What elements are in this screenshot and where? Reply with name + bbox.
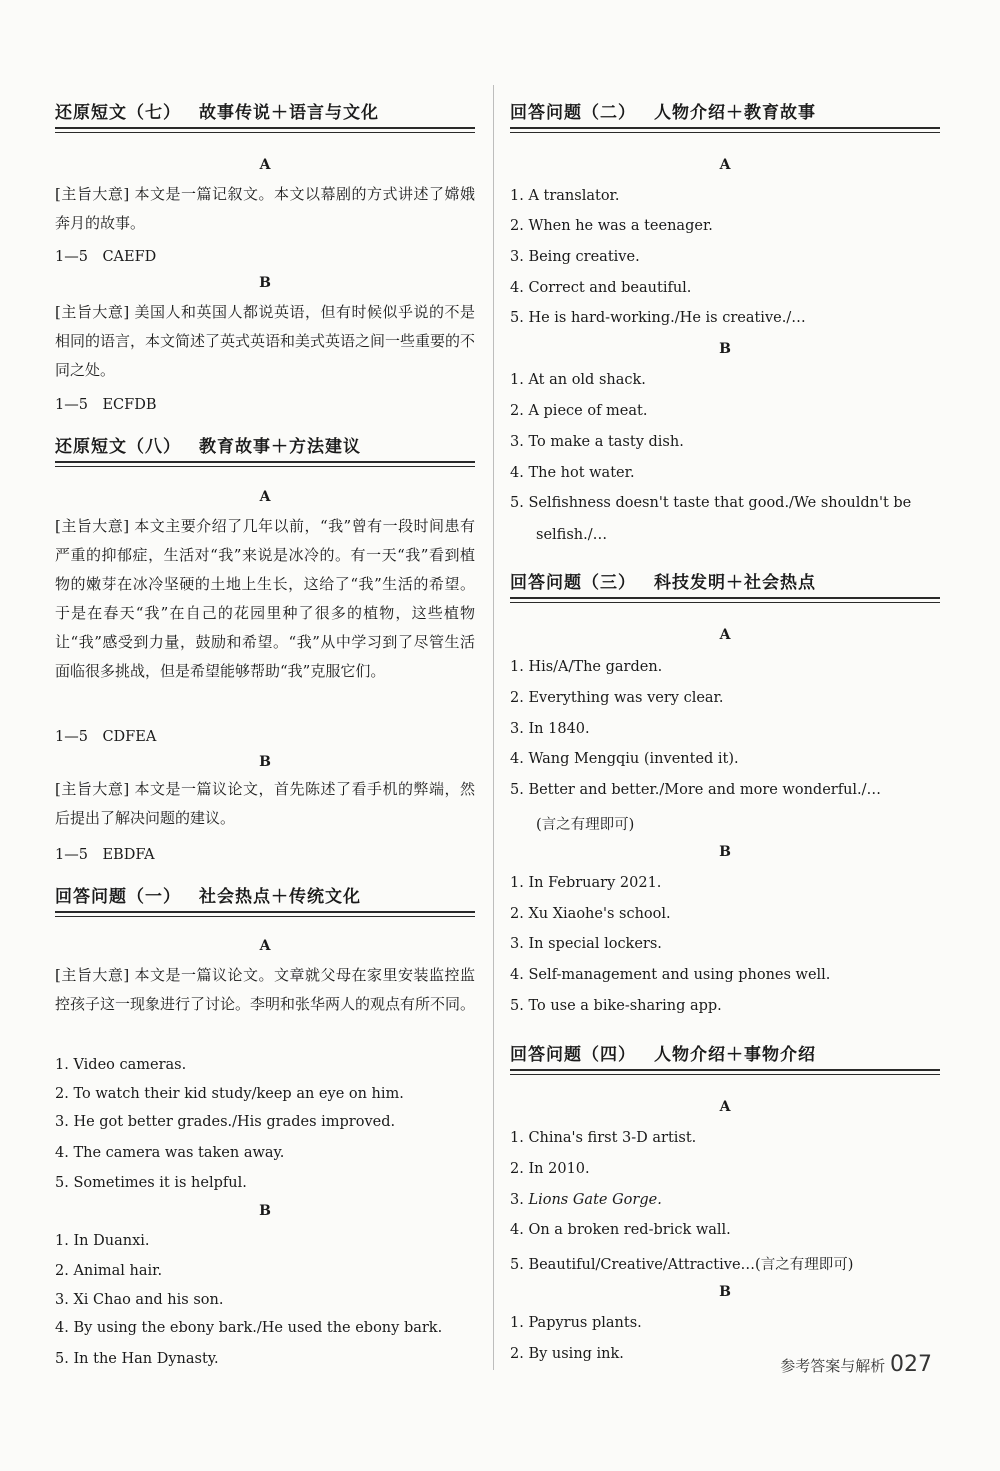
answer-line: 2. Xu Xiaohe's school. [510,906,671,922]
section-title: 还原短文（七） [55,103,181,123]
section-topic: 社会热点＋传统文化 [199,887,361,907]
answer-line: 1—5 CAEFD [55,249,157,265]
answer-line: 1—5 EBDFA [55,847,155,863]
section-heading [55,432,475,463]
section-heading [510,98,940,129]
passage-label: B [259,1203,271,1219]
section-title: 回答问题（二） [510,103,636,123]
answer-line: 2. A piece of meat. [510,403,648,419]
answer-line: 1. A translator. [510,188,620,204]
passage-label: B [719,844,731,860]
section-topic: 人物介绍＋教育故事 [654,103,816,123]
answer-line: 1. Video cameras. [55,1057,187,1073]
answer-line [510,1192,940,1208]
answer-line: 3. Being creative. [510,249,640,265]
answer-line: 5. Selfishness doesn't taste that good./We shouldn't be [510,495,912,511]
answer-line: 3. He got better grades./His grades improved. [55,1114,396,1130]
answer-line: (言之有理即可) [536,817,635,833]
answer-line: 2. By using ink. [510,1346,624,1362]
answer-line: 4. Wang Mengqiu (invented it). [510,751,739,767]
answer-line: 5. Beautiful/Creative/Attractive…(言之有理即可) [510,1257,854,1273]
summary-paragraph: [主旨大意] 本文是一篇议论文，首先陈述了看手机的弊端，然后提出了解决问题的建议。 [55,780,475,827]
answer-line: 1. His/A/The garden. [510,659,663,675]
answer-line: 1—5 ECFDB [55,397,157,413]
passage-label: A [719,157,731,173]
section-title: 回答问题（四） [510,1045,636,1065]
column-divider [493,85,494,1370]
section-heading [55,98,475,129]
answer-line: 4. The hot water. [510,465,635,481]
page-number: 027 [890,1352,932,1377]
answer-line: 2. Everything was very clear. [510,690,724,706]
answer-italic-title: Lions Gate Gorge. [528,1192,662,1208]
passage-label: A [719,627,731,643]
section-heading [55,882,475,913]
summary-paragraph: [主旨大意] 本文主要介绍了几年以前，“我”曾有一段时间患有严重的抑郁症，生活对“我”来说是冰冷的。有一天“我”看到植物的嫩芽在冰冷坚硬的土地上生长，这给了“我”生活的希望。于是在春天“我”在自己的花园里种了很多的植物，这些植物让“我”感受到力量，鼓励和希望。“我”从中学习到了尽管生活面临很多挑战，但是希望能够帮助“我”克服它们。 [55,517,475,680]
series-label: 参考答案与解析 [780,1357,886,1375]
answer-line: 1. In February 2021. [510,875,662,891]
passage-label: B [719,341,731,357]
summary-paragraph: [主旨大意] 本文是一篇议论文。文章就父母在家里安装监控监控孩子这一现象进行了讨论。李明和张华两人的观点有所不同。 [55,966,476,1013]
section-title: 还原短文（八） [55,437,181,457]
answer-line: 2. Animal hair. [55,1263,163,1279]
answer-line: 3. Xi Chao and his son. [55,1292,224,1308]
section-heading [510,1040,940,1071]
page-footer [780,1352,932,1377]
passage-label: B [259,275,271,291]
answer-line: 3. To make a tasty dish. [510,434,684,450]
passage-label: B [719,1284,731,1300]
answer-line: 4. On a broken red-brick wall. [510,1222,731,1238]
answer-line: 2. When he was a teenager. [510,218,713,234]
answer-number: 3. [510,1192,529,1208]
answer-line: 3. In 1840. [510,721,590,737]
answer-line: 1—5 CDFEA [55,729,157,745]
section-title: 回答问题（三） [510,573,636,593]
answer-line: 5. Sometimes it is helpful. [55,1175,247,1191]
passage-label: A [719,1099,731,1115]
summary-paragraph: [主旨大意] 本文是一篇记叙文。本文以幕剧的方式讲述了嫦娥奔月的故事。 [55,185,475,232]
answer-line: 4. Self-management and using phones well. [510,967,831,983]
answer-line: 1. Papyrus plants. [510,1315,642,1331]
answer-line: 5. To use a bike-sharing app. [510,998,722,1014]
section-topic: 教育故事＋方法建议 [199,437,361,457]
passage-label: A [259,157,271,173]
section-topic: 科技发明＋社会热点 [654,573,816,593]
passage-label: B [259,754,271,770]
summary-paragraph: [主旨大意] 美国人和英国人都说英语，但有时候似乎说的不是相同的语言，本文简述了英式英语和美式英语之间一些重要的不同之处。 [55,303,476,379]
section-heading [510,568,940,599]
answer-line: 1. At an old shack. [510,372,646,388]
answer-line: 2. In 2010. [510,1161,590,1177]
answer-line: 5. He is hard-working./He is creative./… [510,310,806,326]
passage-label: A [259,489,271,505]
answer-line: 4. Correct and beautiful. [510,280,692,296]
answer-line: 1. In Duanxi. [55,1233,150,1249]
answer-line: 2. To watch their kid study/keep an eye on him. [55,1086,404,1102]
passage-label: A [259,938,271,954]
answer-line: 3. In special lockers. [510,936,662,952]
answer-line: 5. In the Han Dynasty. [55,1351,219,1367]
answer-line: 1. China's first 3-D artist. [510,1130,697,1146]
section-topic: 故事传说＋语言与文化 [199,103,379,123]
answer-line: 5. Better and better./More and more wonderful./… [510,782,882,798]
section-title: 回答问题（一） [55,887,181,907]
answer-line: 4. By using the ebony bark./He used the ebony bark. [55,1320,443,1336]
answer-line: selfish./… [536,527,608,543]
section-topic: 人物介绍＋事物介绍 [654,1045,816,1065]
answer-line: 4. The camera was taken away. [55,1145,285,1161]
